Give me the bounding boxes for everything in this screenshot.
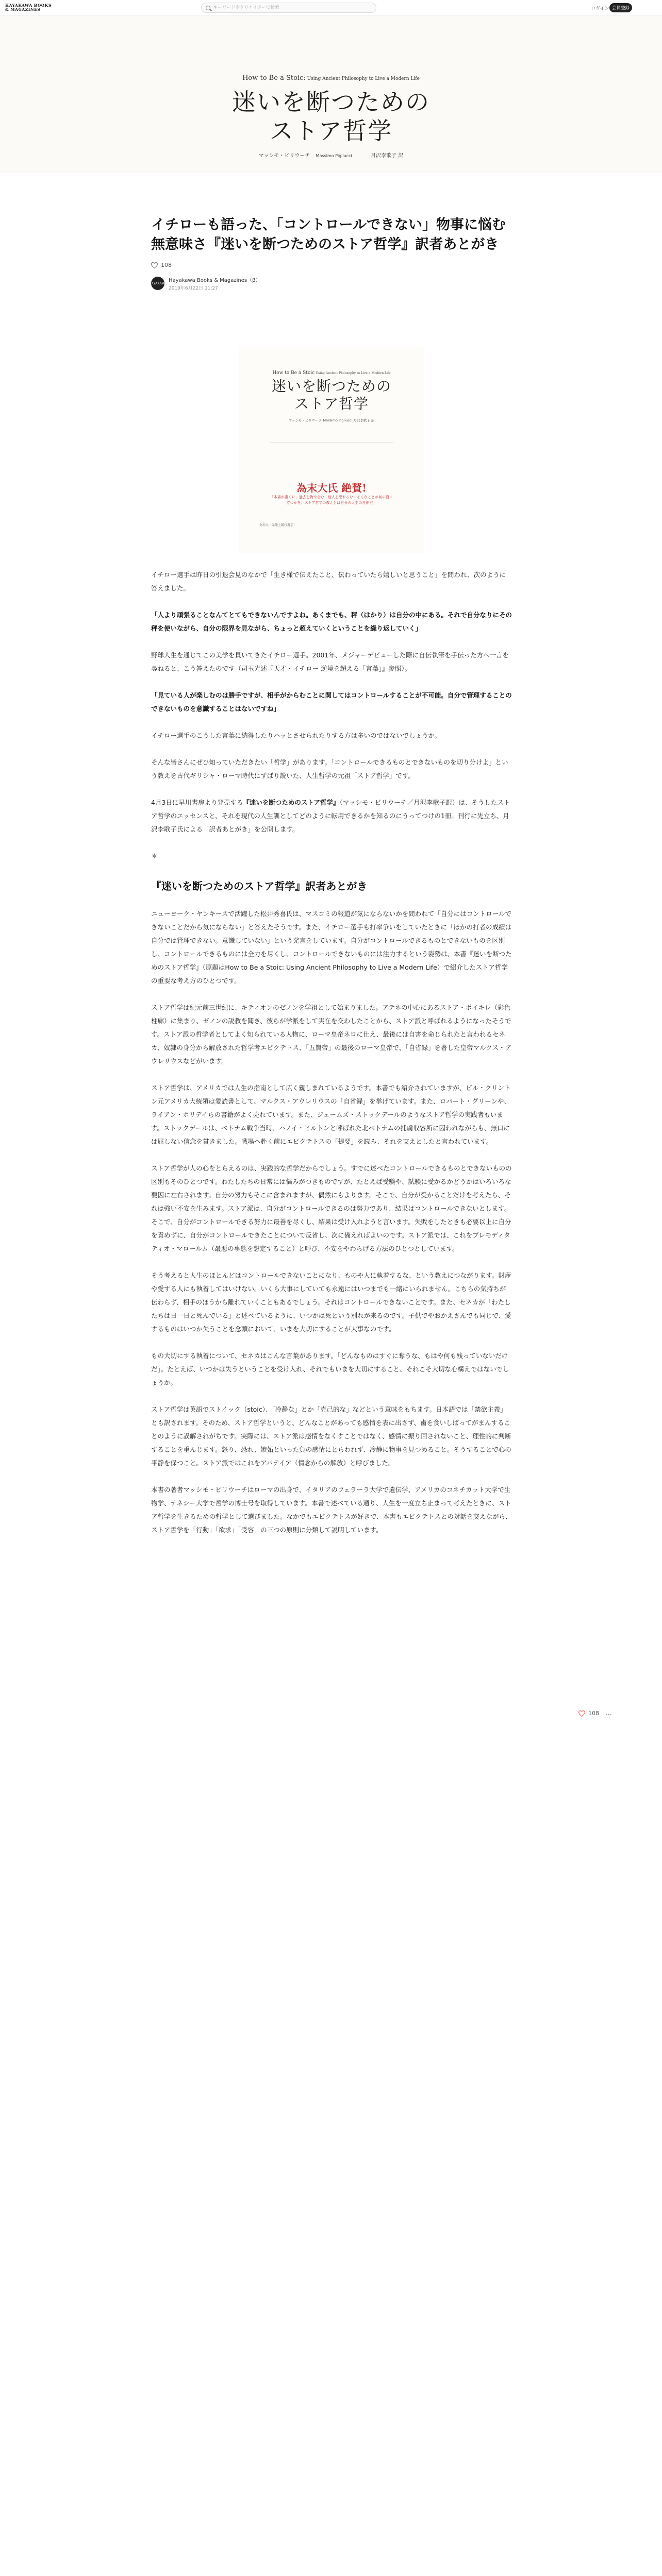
hero-en-subtitle: Using Ancient Philosophy to Live a Modern Life [305,76,420,81]
logo-line-1: HAYAKAWA BOOKS [5,3,52,8]
paragraph: ストア哲学は英語でストイック（stoic）、「冷静な」とか「克己的な」などという意味をもちます。日本語では「禁欲主義」とも訳されます。そのため、ストア哲学というと、どんなことがあっても感情を表に出さず、歯を食いしばってがまんすることのように誤解されがちです。実際には、ストア派は感情をなくすことではなく、感情に振り回されないこと、理性的に判断することを重んじます。怒り、恐れ、嫉妬といった負の感情にとらわれず、冷静に物事を見つめること。そうすることで心の平静を保つこと。ストア派ではこれをアパテイア（情念からの解放）と呼びました。 [151,1405,511,1467]
article-title: イチローも語った、「コントロールできない」物事に悩む無意味さ『迷いを断つためのストア哲学』訳者あとがき [151,217,506,252]
search-input[interactable] [213,5,368,10]
cover-en-title: How to Be a Stoic [272,370,315,376]
section-heading: 『迷いを断つためのストア哲学』訳者あとがき [151,880,368,892]
paragraph: イチロー選手のこうした言葉に納得したりハッとさせられたりする方は多いのではないでしょうか。 [151,732,441,739]
cover-authors: マッシモ・ピリウーチ Massimo Pigliucci 月沢李歌子 訳 [288,418,375,422]
author-row [148,276,512,291]
book-cover-image [239,347,424,553]
quote-paragraph: 「人より頑張ることなんてとてもできないんですよね。あくまでも、秤（はかり）は自分の中にある。それで自分なりにその秤を使いながら、自分の限界を見ながら、ちょっと超えていくということを繰り返していく」 [151,611,512,632]
lead-prefix: 4月3日に早川書房より発売する [151,799,243,806]
heart-icon[interactable] [151,262,158,268]
cover-blurb: 「本書が書くに、過去を悔やむな、他人を恐れるな、そんなことが何の役に立つかを。ストア哲学の教えとは自分の人生の自由だ」 [270,495,393,505]
cover-english-title [239,370,424,376]
hero-english-title [0,74,662,82]
cover-title [239,378,424,413]
site-header [0,0,662,15]
lead-paragraph [151,796,512,836]
quote-paragraph: 「見ている人が楽しむのは勝手ですが、相手がからむことに関してはコントロールすることが不可能。自分で管理することのできないものを意識することはないですね」 [151,691,512,713]
hero-author-en: Massimo Pigliucci [316,154,352,158]
paragraph: 本書の著者マッシモ・ピリウーチはローマの出身で、イタリアのフェラーラ大学で遺伝学、アメリカのコネチカット大学で生物学、テネシー大学で哲学の博士号を取得しています。本書で述べている通り、人生を一度立ち止まって考えたときに、ストア哲学を生きるための哲学として選びました。なかでもエピクテトスが好きで、本書もエピクテトスとの対話を交えながら、ストア哲学を「行動」「欲求」「受容」の三つの原則に分類して説明しています。 [151,1486,512,1534]
like-count: 108 [161,262,172,268]
logo-line-2: & MAGAZINES [5,7,41,12]
side-like-count: 108 [588,1710,599,1717]
paragraph: 野球人生を通じてこの美学を貫いてきたイチロー選手。2001年、メジャーデビューした際に自伝執筆を手伝った方へ一言を尋ねると、こう答えたのです（司玉光述『天才・イチロー 逆境を超える「言葉」』参照）。 [151,651,509,672]
search-icon [206,6,210,10]
article-body [151,568,512,1537]
cover-en-subtitle: Using Ancient Philosophy to Live a Modern Life [315,371,391,375]
hero-banner [0,15,662,173]
hero-title-line-1: 迷いを断つための [232,88,430,116]
hero-translator: 月沢李歌子 訳 [371,153,404,159]
avatar[interactable]: HAYAKAWA [151,277,164,290]
paragraph: ストア哲学は紀元前三世紀に、キティオンのゼノンを学祖として始まりました。アテネの中心にあるストア・ポイキレ（彩色柱廊）に集まり、ゼノンの説教を聞き、彼らが学派をして実在を交わしたことから、ストア派と呼ばれるようになったそうです。ストア派の哲学者としてよく知られている人物に、ローマ皇帝ネロに仕え、最後には自害を命じられたと言われるセネカ、奴隷の身分から解放された哲学者エピクテトス、「五賢帝」の最後のローマ皇帝で、「自省録」を著した皇帝マルクス・アウレリウスなどがいます。 [151,1004,512,1065]
hero-authors [0,151,662,159]
paragraph: そんな皆さんにぜひ知っていただきたい「哲学」があります。「コントロールできるものとできないものを切り分けよ」という教えを古代ギリシャ・ローマ時代にずばり説いた、人生哲学の元祖「ストア哲学」です。 [151,758,508,779]
author-name[interactable]: Hayakawa Books & Magazines（β） [169,278,261,283]
more-menu-icon[interactable]: … [605,1709,613,1717]
like-row [151,262,512,268]
hero-en-title: How to Be a Stoic: [242,74,306,82]
cover-title-line-2: ストア哲学 [294,395,369,412]
signup-button[interactable]: 会員登録 [609,3,632,12]
paragraph: イチロー選手は昨日の引退会見のなかで「生き様で伝えたこと、伝わっていたら嬉しいと思うこと」を問われ、次のように答えました。 [151,571,506,592]
login-link[interactable]: ログイン [591,6,609,11]
article [148,215,512,1550]
paragraph: ニューヨーク・ヤンキースで活躍した松井秀喜氏は、マスコミの報道が気にならないかを問われて「自分にはコントロールできないことだから気にならない」と答えたそうです。また、イチロー選手も打率争いをしていたときに「ほかの打者の成績は自分では管理できない。意識していない」という発言をしています。自分がコントロールできるものとできないものを区別し、コントロールできるものには全力を尽くし、コントロールできないものには注力するという姿勢は、本書『迷いを断つためのストア哲学』（原題はHow to Be a Stoic: Using Ancient Philosophy to Live a Modern Life）で紹介したストア哲学の重要な考え方のひとつです。 [151,910,512,985]
cover-divider [270,442,393,443]
hero-title [0,88,662,145]
side-like-widget [578,1709,613,1717]
paragraph: ストア哲学は、アメリカでは人生の指南として広く親しまれているようです。本書でも紹介されていますが、ビル・クリントン元アメリカ大統領は愛読書として、マルクス・アウレリウスの「自省録」を挙げています。また、ロバート・グリーンや、ライアン・ホリデイらの書籍がよく売れています。また、ジェームズ・ストックデールのようなストア哲学の実践者もいます。ストックデールは、ベトナム戦争当時、ハノイ・ヒルトンと呼ばれた北ベトナムの捕虜収容所に囚われながらも、無口には屈しない信念を貫きました。戦場へ赴く前にエピクテトスの「提要」を読み、それを支えとしたと言われています。 [151,1084,511,1145]
paragraph: ストア哲学が人の心をとらえるのは、実践的な哲学だからでしょう。すでに述べたコントロールできるものとできないものの区別もそのひとつです。わたしたちの日常には悩みがつきものですが、たとえば受験や、試験に受かるかどうかはいろいろな要因に左右されます。自分の努力もそこに含まれますが、偶然にもよります。そこで、自分が受かることだけを考えたら、それは強い不安を生みます。ストア派は、自分がコントロールできるのは努力であり、結果はコントロールできないとします。そこで、自分がコントロールできる努力に最善を尽くし、結果は受け入れようと言います。失敗をしたときも必要以上に自分を責めずに、自分がコントロールできたことについて反省し、次に備えればよいのです。ストア派では、これをプレモディタティオ・マロールム（最悪の事態を想定すること）と呼び、不安をやわらげる方法のひとつとしています。 [151,1164,512,1252]
cover-blurb-heading: 為末大氏 絶賛! [296,482,367,494]
cover-title-line-1: 迷いを断つための [271,378,391,395]
lead-suffix: （マッシモ・ピリウーチ／月沢李歌子訳）は、そうしたストア哲学のエッセンスと、それを現代の人生訓としてどのように転用できるかを知るのにうってつけの1冊。刊行に先立ち、月沢李歌子氏による「訳者あとがき」を公開します。 [151,799,510,833]
hero-title-line-2: ストア哲学 [269,117,393,145]
paragraph: そう考えると人生のほとんどはコントロールできないことになり、ものや人に執着するな、という教えにつながります。財産や愛する人にも執着してはいけない。いくら大事にしていても永遠にはいつまでも一緒にいられません。こちらの気持ちが伝わらず、相手のほうから離れていくこともあるでしょう。それはコントロールできないことです。また、セネカが「わたしたちは日一日と死んでいる」と述べているように、いつかは死という別れが来るのです。子供でやおかえさんでも同じで、愛するものはいつか失うことを念頭において、いまを大切にすることが大事なのです。 [151,1272,511,1333]
book-title-emphasis: 『迷いを断つためのストア哲学』 [243,799,340,806]
site-logo[interactable] [5,4,52,11]
cover-caption: 為末大（元陸上競技選手） [259,523,297,527]
heart-icon[interactable] [578,1710,585,1717]
search-box[interactable] [201,3,376,13]
post-date: 2019年6月22日 11:27 [169,286,218,291]
section-separator: ＊ [151,852,158,860]
paragraph: もの大切にする執着について、セネカはこんな言葉があります。「どんなものはすぐに奪うな、もはや何も残っていないだけだ」。たとえば、いつかは失うということを受け入れ、それでもいまを大切にすること、それこそ大切な心構えではないでしょうか。 [151,1352,509,1386]
hero-author-ja: マッシモ・ピリウーチ [258,153,310,159]
